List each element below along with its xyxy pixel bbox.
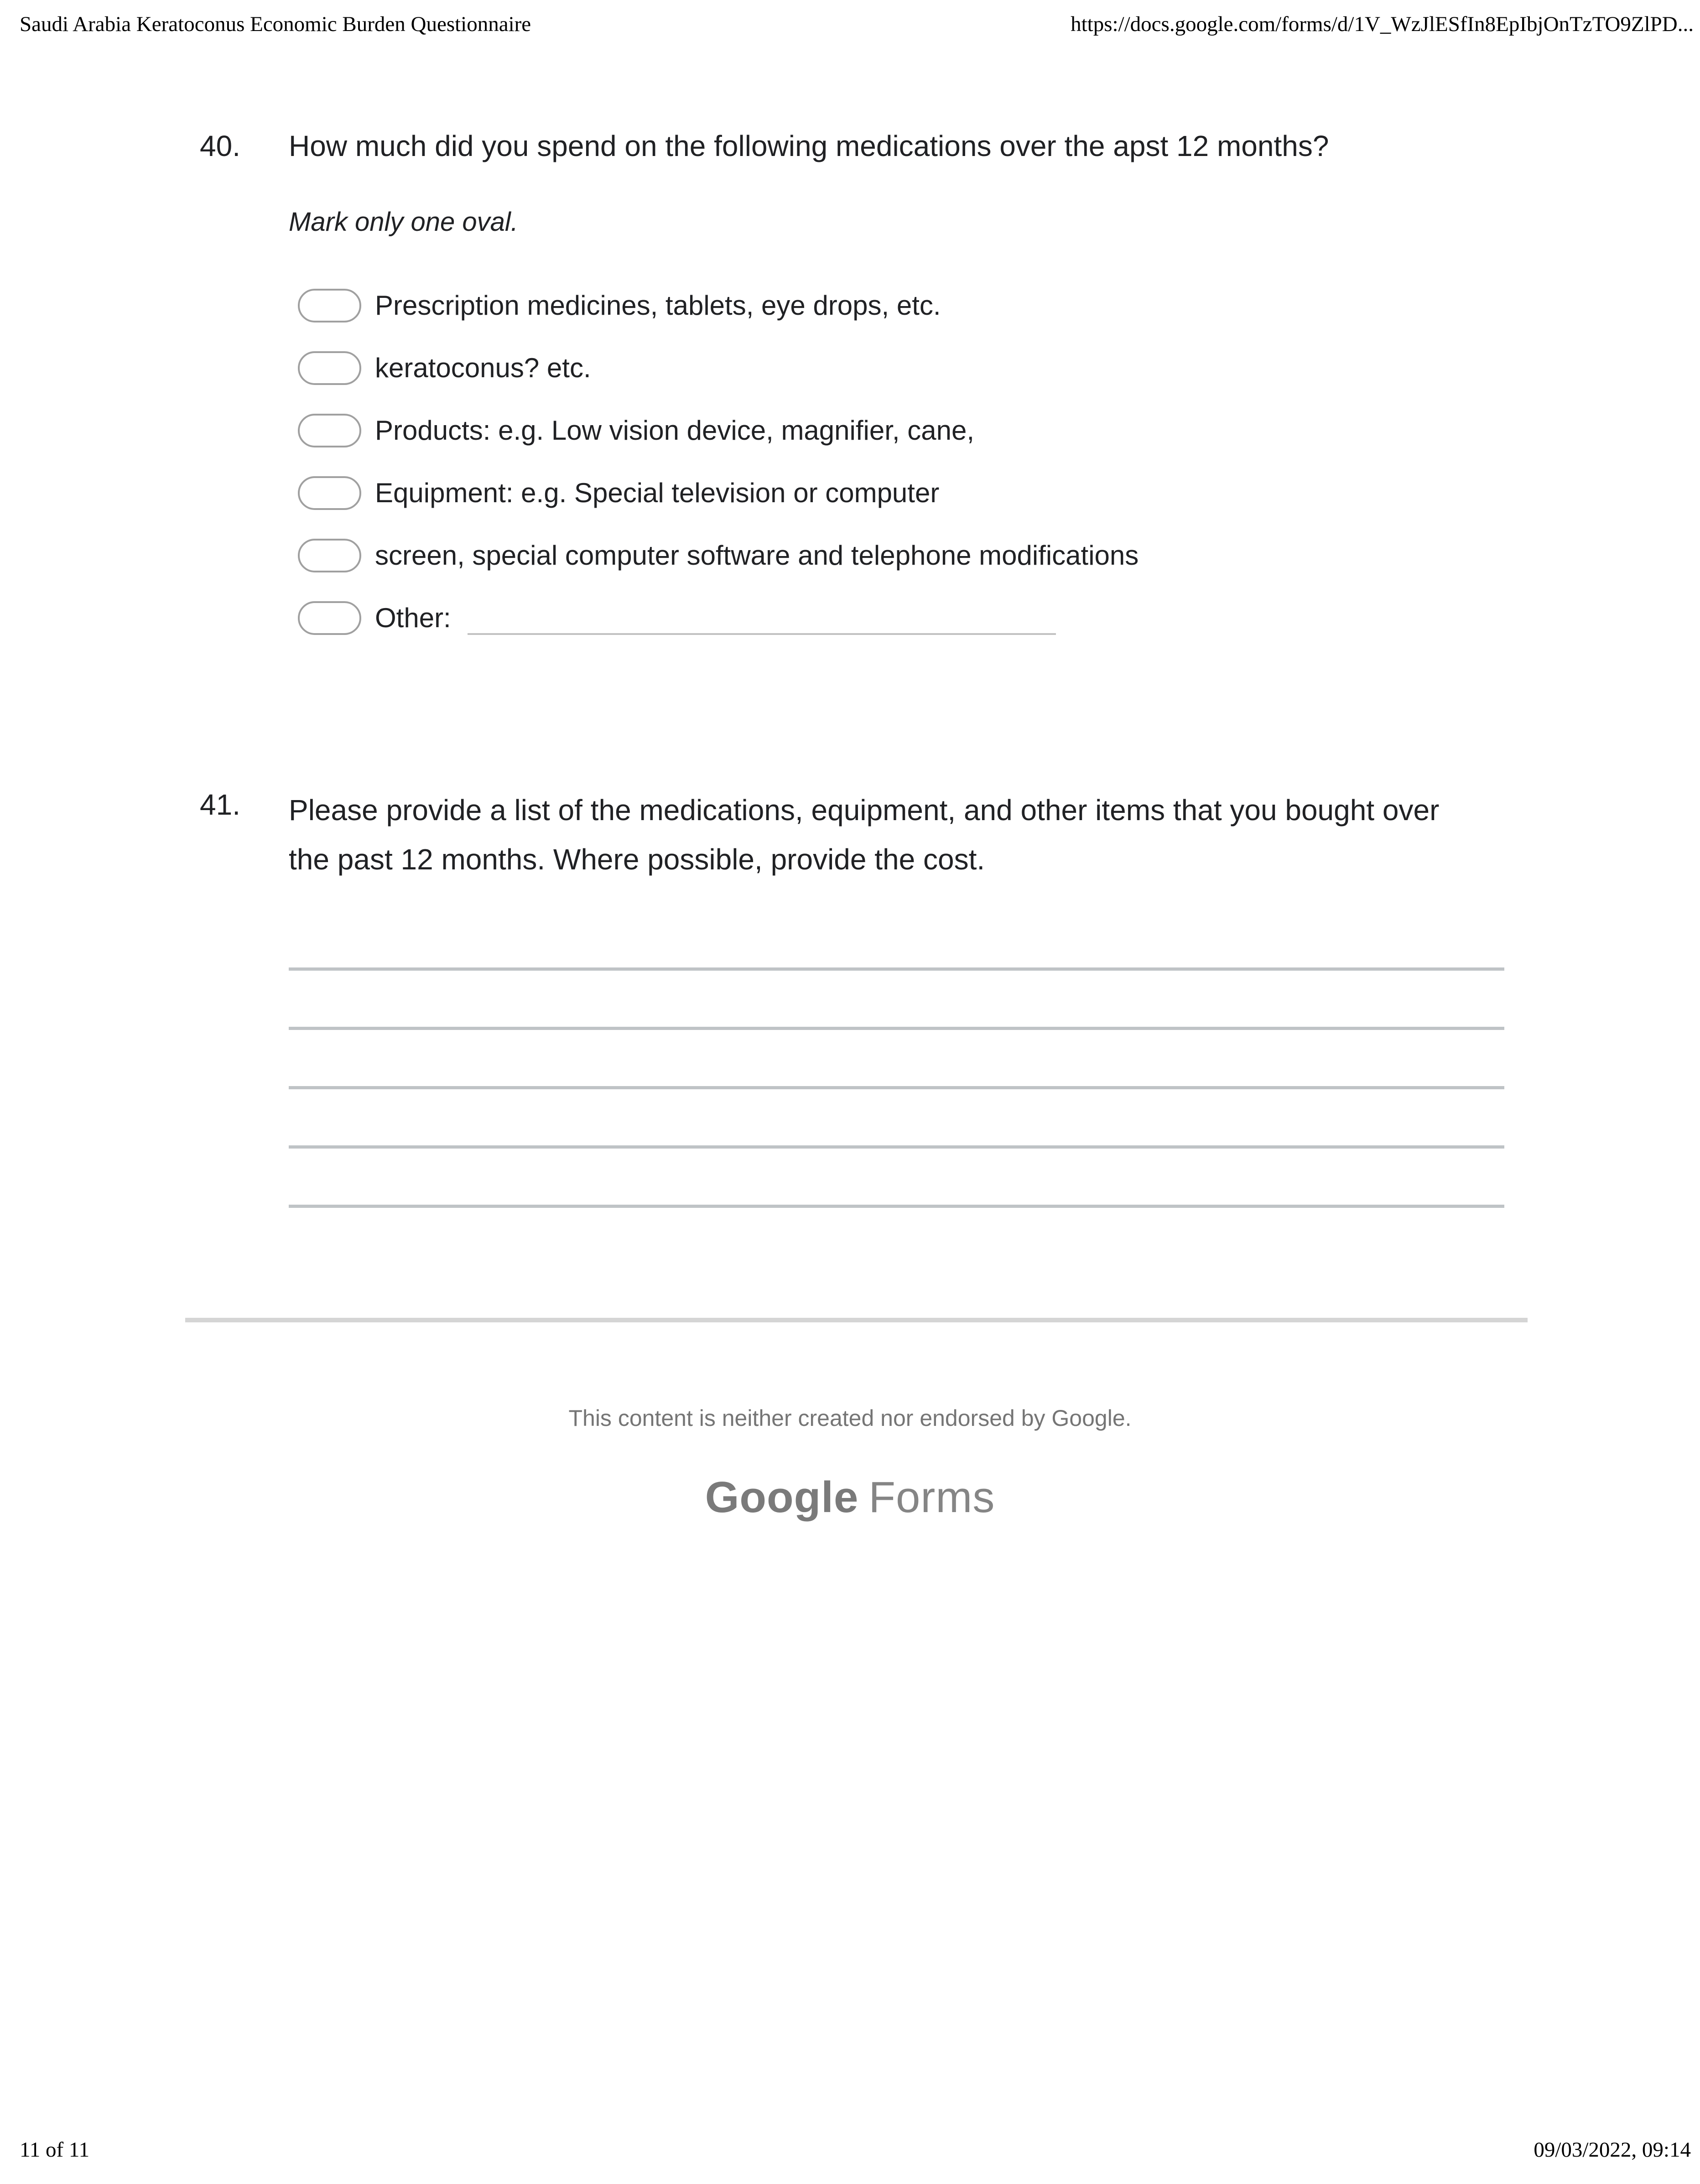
answer-line[interactable] — [289, 1145, 1504, 1149]
instruction-text: Mark only one oval. — [289, 207, 518, 237]
question-40 — [200, 127, 1520, 664]
radio-option[interactable] — [298, 414, 1520, 447]
radio-option-label: Other: — [375, 603, 451, 633]
google-forms-logo — [0, 1472, 1700, 1523]
question-41 — [200, 785, 1484, 884]
radio-oval-icon[interactable] — [298, 351, 361, 385]
document-title: Saudi Arabia Keratoconus Economic Burden Questionnaire — [20, 12, 531, 36]
radio-option-label: Products: e.g. Low vision device, magnifier, cane, — [375, 415, 975, 446]
other-text-input[interactable] — [468, 601, 1056, 635]
radio-oval-icon[interactable] — [298, 601, 361, 635]
radio-option-label: Prescription medicines, tablets, eye drops, etc. — [375, 290, 941, 321]
radio-option-label: keratoconus? etc. — [375, 353, 591, 383]
disclaimer-text: This content is neither created nor endorsed by Google. — [568, 1405, 1132, 1431]
radio-option-label: Equipment: e.g. Special television or computer — [375, 478, 940, 508]
section-divider — [185, 1318, 1528, 1322]
answer-line[interactable] — [289, 1205, 1504, 1208]
page-header — [20, 12, 1694, 36]
logo-forms-word: Forms — [868, 1473, 995, 1522]
radio-oval-icon[interactable] — [298, 289, 361, 322]
radio-option-label: screen, special computer software and telephone modifications — [375, 540, 1139, 571]
radio-oval-icon[interactable] — [298, 414, 361, 447]
answer-input-area[interactable] — [289, 967, 1504, 1264]
radio-option-group — [289, 289, 1520, 635]
radio-option-other[interactable] — [298, 601, 1520, 635]
answer-line[interactable] — [289, 1027, 1504, 1030]
page-number: 11 of 11 — [20, 2138, 90, 2162]
answer-line[interactable] — [289, 1086, 1504, 1089]
radio-option[interactable] — [298, 351, 1520, 385]
radio-option[interactable] — [298, 289, 1520, 322]
print-timestamp: 09/03/2022, 09:14 — [1534, 2138, 1691, 2162]
radio-option[interactable] — [298, 539, 1520, 572]
question-text: How much did you spend on the following medications over the apst 12 months? — [289, 130, 1329, 162]
page-footer — [20, 2137, 1691, 2162]
document-url: https://docs.google.com/forms/d/1V_WzJlESfIn8EpIbjOnTzTO9ZlPD... — [1071, 12, 1694, 36]
radio-oval-icon[interactable] — [298, 539, 361, 572]
logo-google-word: Google — [705, 1473, 859, 1522]
radio-oval-icon[interactable] — [298, 476, 361, 510]
radio-option[interactable] — [298, 476, 1520, 510]
question-number: 41. — [200, 788, 240, 821]
question-text: Please provide a list of the medications, equipment, and other items that you bought over the past 12 months. Where possible, provide the cost. — [289, 794, 1440, 876]
answer-line[interactable] — [289, 967, 1504, 971]
question-number: 40. — [200, 130, 240, 162]
